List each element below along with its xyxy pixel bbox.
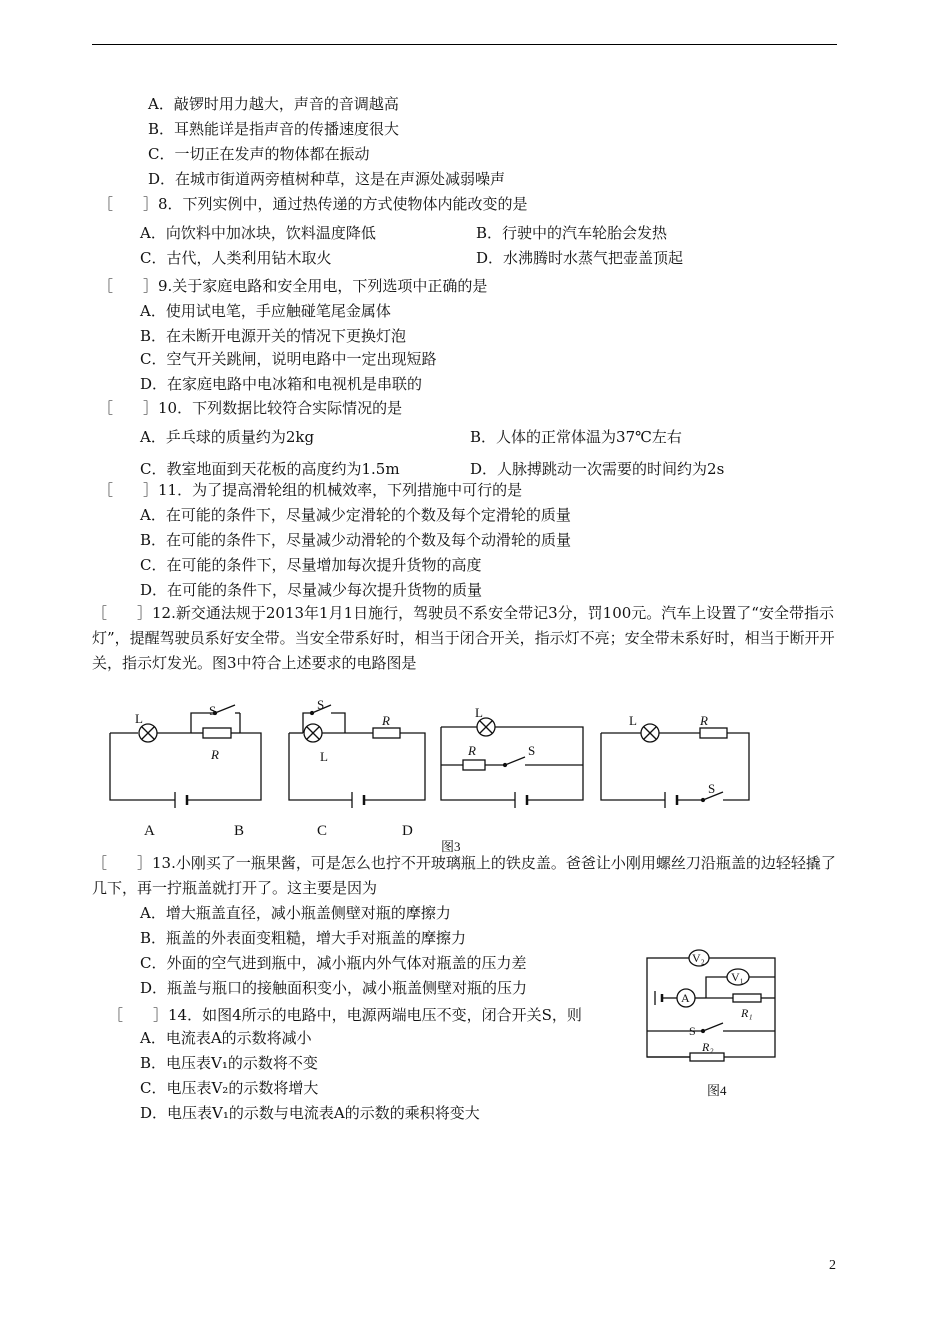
fig3-d-switch-label: S <box>708 781 716 796</box>
q9-option-b: B．在未断开电源开关的情况下更换灯泡 <box>140 327 407 345</box>
fig4-ammeter-label: A <box>681 991 690 1005</box>
q8-option-c: C．古代，人类利用钻木取火 <box>140 249 332 267</box>
header-rule <box>92 44 837 45</box>
q14-option-d: D．电压表V₁的示数与电流表A的示数的乘积将变大 <box>140 1104 480 1122</box>
fig4-v1-label: V₁ <box>731 970 744 984</box>
q7-option-d: D．在城市街道两旁植树种草，这是在声源处减弱噪声 <box>148 170 506 188</box>
fig3-d-lamp-label: L <box>629 713 637 728</box>
q14-option-b: B．电压表V₁的示数将不变 <box>140 1054 318 1072</box>
q7-option-a: A．敲锣时用力越大，声音的音调越高 <box>148 95 399 113</box>
q7-option-b: B．耳熟能详是指声音的传播速度很大 <box>148 120 400 138</box>
fig3-label-a: A <box>144 823 155 839</box>
fig4-v2-label: V₂ <box>692 951 705 965</box>
fig4-r1-label: R₁ <box>741 1006 753 1020</box>
figure-4-circuit <box>640 945 785 1070</box>
q14-stem: ［ ］14．如图4所示的电路中，电源两端电压不变，闭合开关S，则 <box>108 1006 582 1024</box>
q7-option-c: C．一切正在发声的物体都在振动 <box>148 145 370 163</box>
q9-option-c: C．空气开关跳闸，说明电路中一定出现短路 <box>140 350 437 368</box>
circuit-a <box>110 705 261 808</box>
fig3-b-switch-label: S <box>317 697 325 712</box>
q8-option-a: A．向饮料中加冰块，饮料温度降低 <box>140 224 376 242</box>
q10-stem: ［ ］10．下列数据比较符合实际情况的是 <box>98 399 403 417</box>
q9-option-d: D．在家庭电路中电冰箱和电视机是串联的 <box>140 375 423 393</box>
fig3-label-d: D <box>402 823 413 839</box>
fig3-c-lamp-label: L <box>475 705 483 720</box>
fig3-a-lamp-label: L <box>135 711 143 726</box>
q8-option-d: D．水沸腾时水蒸气把壶盖顶起 <box>476 249 684 267</box>
fig3-c-switch-label: S <box>528 743 536 758</box>
fig3-a-switch-label: S <box>209 703 217 718</box>
q8-stem: ［ ］8．下列实例中，通过热传递的方式使物体内能改变的是 <box>98 195 528 213</box>
fig3-a-resistor-label: R <box>211 747 219 762</box>
q13-option-a: A．增大瓶盖直径，减小瓶盖侧壁对瓶的摩擦力 <box>140 904 451 922</box>
q10-option-d: D．人脉搏跳动一次需要的时间约为2s <box>470 460 725 478</box>
fig3-label-c: C <box>317 823 328 839</box>
fig4-caption: 图4 <box>707 1083 727 1098</box>
q11-stem: ［ ］11．为了提高滑轮组的机械效率，下列措施中可行的是 <box>98 481 523 499</box>
q11-option-a: A．在可能的条件下，尽量减少定滑轮的个数及每个定滑轮的质量 <box>140 506 571 524</box>
q9-stem: ［ ］9.关于家庭电路和安全用电，下列选项中正确的是 <box>98 277 488 295</box>
fig4-r2-label: R₂ <box>702 1040 714 1054</box>
q9-option-a: A．使用试电笔，手应触碰笔尾金属体 <box>140 302 391 320</box>
fig3-label-b: B <box>234 823 245 839</box>
fig3-d-resistor-label: R <box>700 713 708 728</box>
circuit-d <box>601 724 749 808</box>
q8-option-b: B．行驶中的汽车轮胎会发热 <box>476 224 668 242</box>
q14-option-a: A．电流表A的示数将减小 <box>140 1029 312 1047</box>
q10-option-a: A．乒乓球的质量约为2kg <box>140 428 315 446</box>
q13-option-d: D．瓶盖与瓶口的接触面积变小，减小瓶盖侧壁对瓶的压力 <box>140 979 528 997</box>
q13-option-b: B．瓶盖的外表面变粗糙，增大手对瓶盖的摩擦力 <box>140 929 467 947</box>
q11-option-d: D．在可能的条件下，尽量减少每次提升货物的质量 <box>140 581 483 599</box>
circuit-c <box>441 718 583 808</box>
q13-option-c: C．外面的空气进到瓶中，减小瓶内外气体对瓶盖的压力差 <box>140 954 527 972</box>
fig3-c-resistor-label: R <box>468 743 476 758</box>
q11-option-c: C．在可能的条件下，尽量增加每次提升货物的高度 <box>140 556 482 574</box>
fig3-caption: 图3 <box>441 839 461 854</box>
q11-option-b: B．在可能的条件下，尽量减少动滑轮的个数及每个动滑轮的质量 <box>140 531 572 549</box>
circuit-b <box>289 705 425 808</box>
q10-option-c: C．教室地面到天花板的高度约为1.5m <box>140 460 400 478</box>
fig3-b-resistor-label: R <box>382 713 390 728</box>
page-number: 2 <box>829 1258 836 1273</box>
figure-3-circuits <box>95 695 765 825</box>
q13-text: ［ ］13.小刚买了一瓶果酱，可是怎么也拧不开玻璃瓶上的铁皮盖。爸爸让小刚用螺丝刀沿瓶盖的边轻轻撬了几下，再一拧瓶盖就打开了。这主要是因为 <box>92 854 836 897</box>
fig3-b-lamp-label: L <box>320 749 328 764</box>
q14-option-c: C．电压表V₂的示数将增大 <box>140 1079 319 1097</box>
q12-text: ［ ］12.新交通法规于2013年1月1日施行，驾驶员不系安全带记3分，罚100元。汽车上设置了“安全带指示灯”，提醒驾驶员系好安全带。当安全带系好时，相当于闭合开关，指示灯不亮；安全带未系好时，相当于断开开关，指示灯发光。图3中符合上述要求的电路图是 <box>92 604 835 672</box>
fig4-switch-label: S <box>689 1024 696 1038</box>
q10-option-b: B．人体的正常体温为37℃左右 <box>470 428 682 446</box>
